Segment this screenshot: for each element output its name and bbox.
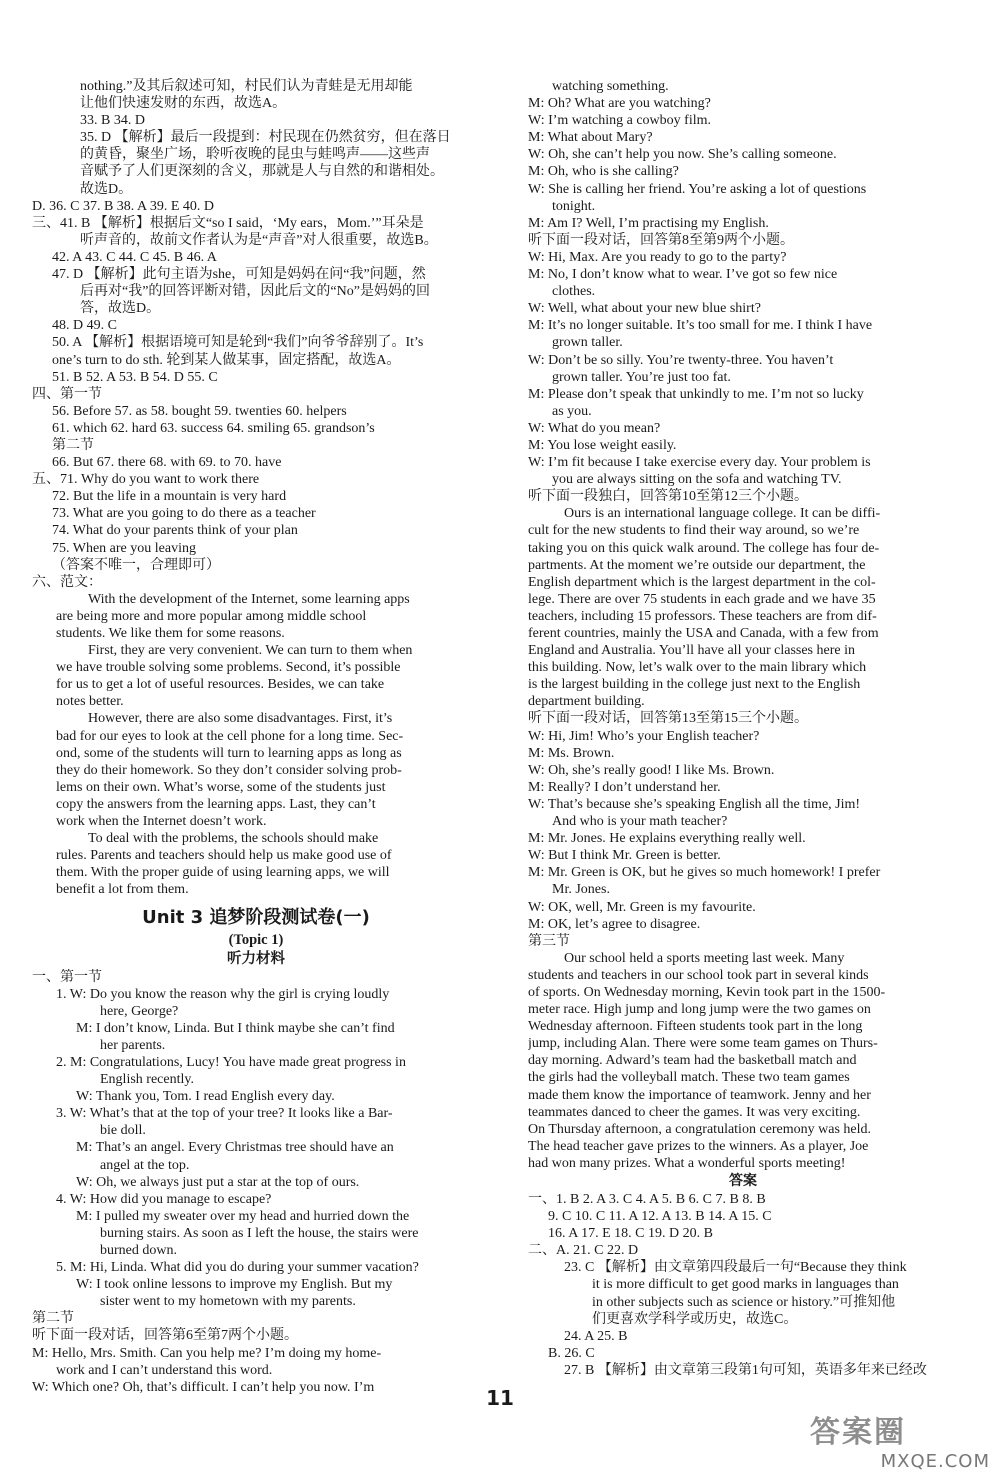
text-line: W: Which one? Oh, that’s difficult. I can’t help you now. I’m bbox=[32, 1379, 375, 1395]
text-line: them. With the proper guide of using learning apps, we will bbox=[56, 865, 390, 881]
text-line: you are always sitting on the sofa and watching TV. bbox=[552, 472, 842, 488]
text-line: 56. Before 57. as 58. bought 59. twenties 60. helpers bbox=[52, 403, 347, 419]
text-line: lege. There are over 75 students in each grade and we have 35 bbox=[528, 591, 876, 607]
text-line: 五、71. Why do you want to work there bbox=[32, 472, 260, 488]
text-line: 们更喜欢学科学或历史，故选C。 bbox=[592, 1311, 798, 1327]
text-line: grown taller. You’re just too fat. bbox=[552, 369, 731, 385]
text-line: W: Thank you, Tom. I read English every day. bbox=[76, 1089, 335, 1105]
text-line: lems on their own. What’s worse, some of the students just bbox=[56, 779, 386, 795]
text-line: 72. But the life in a mountain is very hard bbox=[52, 489, 287, 505]
text-line: W: Hi, Max. Are you ready to go to the party? bbox=[528, 249, 787, 265]
text-line: taking you on this quick walk around. The college has four de- bbox=[528, 540, 880, 556]
text-line: English department which is the largest department in the col- bbox=[528, 574, 876, 590]
text-line: M: What about Mary? bbox=[528, 130, 653, 146]
text-line: 二、A. 21. C 22. D bbox=[528, 1243, 639, 1259]
left-answers-block bbox=[32, 78, 480, 899]
right-transcript-block bbox=[528, 78, 958, 1172]
text-line: Ours is an international language college. It can be diffi- bbox=[564, 506, 881, 522]
text-line: And who is your math teacher? bbox=[552, 814, 728, 830]
text-line: M: Mr. Jones. He explains everything really well. bbox=[528, 831, 806, 847]
text-line: work and I can’t understand this word. bbox=[56, 1362, 273, 1378]
text-line: 50. A 【解析】根据语境可知是轮到“我们”向爷爷辞别了。It’s bbox=[52, 335, 424, 351]
text-line: cult for the new students to find their way around, so we’re bbox=[528, 523, 860, 539]
watermark bbox=[810, 1407, 990, 1472]
text-line: of sports. On Wednesday morning, Kevin took part in the 1500- bbox=[528, 984, 886, 1000]
text-line: teachers, including 15 professors. These teachers are from dif- bbox=[528, 608, 877, 624]
text-line: 听下面一段对话，回答第8至第9两个小题。 bbox=[528, 232, 794, 248]
text-line: ond, some of the students will turn to learning apps as long as bbox=[56, 745, 402, 761]
text-line: M: It’s no longer suitable. It’s too small for me. I think I have bbox=[528, 318, 873, 334]
text-line: 24. A 25. B bbox=[564, 1328, 628, 1344]
text-line: here, George? bbox=[100, 1003, 179, 1019]
text-line: 第二节 bbox=[32, 1311, 74, 1327]
text-line: W: I’m watching a cowboy film. bbox=[528, 113, 711, 129]
text-line: M: Oh? What are you watching? bbox=[528, 96, 711, 112]
text-line: jump, including Alan. There were some team games on Thurs- bbox=[528, 1036, 878, 1052]
text-line: 16. A 17. E 18. C 19. D 20. B bbox=[548, 1226, 713, 1242]
text-line: M: No, I don’t know what to wear. I’ve got so few nice bbox=[528, 267, 838, 283]
text-line: are being more and more popular among middle school bbox=[56, 608, 367, 624]
text-line: Mr. Jones. bbox=[552, 882, 610, 898]
text-line: However, there are also some disadvantages. First, it’s bbox=[88, 711, 393, 727]
text-line: sister went to my hometown with my parents. bbox=[100, 1294, 356, 1310]
answers-block bbox=[528, 1191, 958, 1379]
text-line: 的黄昏，聚坐广场，聆听夜晚的昆虫与蛙鸣声——这些声 bbox=[80, 147, 430, 163]
text-line: Our school held a sports meeting last week. Many bbox=[564, 950, 845, 966]
text-line: made them know the importance of teamwork. Jenny and her bbox=[528, 1087, 871, 1103]
text-line: copy the answers from the learning apps. Last, they can’t bbox=[56, 796, 376, 812]
text-line: in other subjects such as science or history.”可推知他 bbox=[592, 1294, 896, 1310]
text-line: M: You lose weight easily. bbox=[528, 437, 677, 453]
text-line: W: I’m fit because I take exercise every day. Your problem is bbox=[528, 455, 871, 471]
text-line: burned down. bbox=[100, 1243, 177, 1258]
text-line: English recently. bbox=[100, 1072, 194, 1088]
text-line: England and Australia. You’ll have all your classes here in bbox=[528, 643, 855, 659]
text-line: as you. bbox=[552, 403, 592, 419]
text-line: W: Hi, Jim! Who’s your English teacher? bbox=[528, 728, 760, 744]
text-line: M: Hello, Mrs. Smith. Can you help me? I’m doing my home- bbox=[32, 1345, 382, 1361]
listening-heading: 听力材料 bbox=[227, 950, 285, 967]
text-line: 音赋予了人们更深刻的含义，那就是人与自然的和谐相处。 bbox=[80, 164, 444, 180]
text-line: 听下面一段对话，回答第6至第7两个小题。 bbox=[32, 1328, 298, 1344]
text-line: 故选D。 bbox=[80, 181, 133, 197]
text-line: 75. When are you leaving bbox=[52, 540, 196, 556]
text-line: W: What do you mean? bbox=[528, 420, 661, 436]
text-line: With the development of the Internet, some learning apps bbox=[88, 591, 410, 607]
text-line: watching something. bbox=[552, 79, 669, 94]
text-line: 42. A 43. C 44. C 45. B 46. A bbox=[52, 249, 217, 265]
text-line: W: Don’t be so silly. You’re twenty-three. You haven’t bbox=[528, 352, 834, 368]
text-line: 9. C 10. C 11. A 12. A 13. B 14. A 15. C bbox=[548, 1209, 772, 1225]
text-line: 33. B 34. D bbox=[80, 113, 145, 129]
text-line: 51. B 52. A 53. B 54. D 55. C bbox=[52, 369, 218, 385]
text-line: First, they are very convenient. We can turn to them when bbox=[88, 643, 413, 659]
text-line: 61. which 62. hard 63. success 64. smiling 65. grandson’s bbox=[52, 420, 375, 436]
left-column bbox=[32, 78, 480, 1396]
text-line: grown taller. bbox=[552, 335, 623, 351]
text-line: M: Please don’t speak that unkindly to me. I’m not so lucky bbox=[528, 386, 864, 402]
text-line: day morning. Adward’s team had the basketball match and bbox=[528, 1053, 857, 1069]
text-line: work when the Internet doesn’t work. bbox=[56, 814, 267, 830]
text-line: 2. M: Congratulations, Lucy! You have made great progress in bbox=[56, 1054, 406, 1070]
text-line: bie doll. bbox=[100, 1123, 146, 1139]
text-line: W: I took online lessons to improve my English. But my bbox=[76, 1277, 393, 1293]
watermark-url: MXQE.COM bbox=[880, 1451, 990, 1472]
text-line: 1. W: Do you know the reason why the girl is crying loudly bbox=[56, 986, 390, 1002]
text-line: bad for our eyes to look at the cell phone for a long time. Sec- bbox=[56, 728, 404, 744]
text-line: W: Well, what about your new blue shirt? bbox=[528, 301, 761, 317]
text-line: department building. bbox=[528, 694, 645, 710]
text-line: W: She is calling her friend. You’re asking a lot of questions bbox=[528, 181, 867, 197]
text-line: B. 26. C bbox=[548, 1345, 595, 1361]
text-line: they do their homework. So they don’t consider solving prob- bbox=[56, 762, 402, 778]
text-line: 73. What are you going to do there as a teacher bbox=[52, 506, 316, 522]
text-line: for us to get a lot of useful resources. Besides, we can take bbox=[56, 677, 385, 693]
text-line: this building. Now, let’s walk over to the main library which bbox=[528, 660, 867, 676]
text-line: 5. M: Hi, Linda. What did you do during your summer vacation? bbox=[56, 1260, 419, 1276]
text-line: notes better. bbox=[56, 694, 124, 710]
text-line: M: Am I? Well, I’m practising my English. bbox=[528, 215, 769, 231]
text-line: W: Oh, she can’t help you now. She’s calling someone. bbox=[528, 147, 837, 163]
text-line: is the largest building in the college just next to the English bbox=[528, 677, 861, 693]
watermark-logo: 答案圈 bbox=[810, 1415, 906, 1450]
text-line: angel at the top. bbox=[100, 1157, 190, 1173]
text-line: 一、1. B 2. A 3. C 4. A 5. B 6. C 7. B 8. B bbox=[528, 1192, 766, 1207]
page-number: 11 bbox=[486, 1386, 514, 1410]
text-line: M: Mr. Green is OK, but he gives so much homework! I prefer bbox=[528, 865, 881, 881]
text-line: 四、第一节 bbox=[32, 386, 102, 402]
text-line: To deal with the problems, the schools should make bbox=[88, 831, 379, 847]
text-line: burning stairs. As soon as I left the house, the stairs were bbox=[100, 1225, 419, 1241]
text-line: 三、41. B 【解析】根据后文“so I said，‘My ears，Mom.’”耳朵是 bbox=[32, 215, 424, 231]
text-line: her parents. bbox=[100, 1037, 166, 1053]
text-line: students. We like them for some reasons. bbox=[56, 626, 285, 641]
answers-heading: 答案 bbox=[729, 1174, 757, 1189]
text-line: 23. C 【解析】由文章第四段最后一句“Because they think bbox=[564, 1260, 907, 1276]
text-line: one’s turn to do sth. 轮到某人做某事，固定搭配，故选A。 bbox=[52, 352, 401, 368]
text-line: 66. But 67. there 68. with 69. to 70. have bbox=[52, 455, 282, 471]
text-line: tonight. bbox=[552, 198, 596, 214]
text-line: the girls had the volleyball match. These two team games bbox=[528, 1070, 850, 1086]
unit-heading: Unit 3 追梦阶段测试卷(一) bbox=[142, 906, 370, 928]
text-line: M: Oh, who is she calling? bbox=[528, 164, 679, 180]
text-line: ferent countries, mainly the USA and Canada, with a few from bbox=[528, 626, 879, 641]
text-line: students and teachers in our school took part in several kinds bbox=[528, 967, 869, 983]
text-line: W: Oh, she’s really good! I like Ms. Brown. bbox=[528, 762, 775, 778]
text-line: W: But I think Mr. Green is better. bbox=[528, 848, 721, 864]
text-line: M: I don’t know, Linda. But I think maybe she can’t find bbox=[76, 1020, 395, 1036]
text-line: we have trouble solving some problems. Second, it’s possible bbox=[56, 660, 401, 676]
text-line: 35. D 【解析】最后一段提到：村民现在仍然贫穷，但在落日 bbox=[80, 130, 451, 146]
text-line: 47. D 【解析】此句主语为she，可知是妈妈在问“我”问题，然 bbox=[52, 267, 426, 283]
text-line: 第二节 bbox=[52, 437, 94, 453]
text-line: （答案不唯一，合理即可） bbox=[52, 557, 220, 573]
text-line: it is more difficult to get good marks in languages than bbox=[592, 1277, 899, 1293]
text-line: 让他们快速发财的东西，故选A。 bbox=[80, 96, 287, 112]
text-line: D. 36. C 37. B 38. A 39. E 40. D bbox=[32, 198, 215, 214]
text-line: 48. D 49. C bbox=[52, 318, 117, 334]
text-line: M: That’s an angel. Every Christmas tree should have an bbox=[76, 1140, 394, 1156]
text-line: W: That’s because she’s speaking English all the time, Jim! bbox=[528, 796, 861, 812]
text-line: M: OK, let’s agree to disagree. bbox=[528, 916, 701, 932]
text-line: 第三节 bbox=[528, 933, 570, 949]
topic-heading: (Topic 1) bbox=[228, 931, 284, 948]
text-line: The head teacher gave prizes to the winners. As a player, Joe bbox=[528, 1138, 869, 1154]
text-line: 74. What do your parents think of your plan bbox=[52, 523, 298, 539]
text-line: M: Ms. Brown. bbox=[528, 745, 615, 761]
listening-transcript-block bbox=[32, 969, 480, 1396]
text-line: M: Really? I don’t understand her. bbox=[528, 779, 721, 795]
text-line: 一、第一节 bbox=[32, 969, 102, 985]
text-line: 4. W: How did you manage to escape? bbox=[56, 1191, 272, 1207]
text-line: 后再对“我”的回答评断对错，因此后文的“No”是妈妈的回 bbox=[80, 284, 430, 300]
text-line: 听下面一段对话，回答第13至第15三个小题。 bbox=[528, 711, 808, 727]
text-line: 3. W: What’s that at the top of your tree? It looks like a Bar- bbox=[56, 1106, 393, 1122]
text-line: clothes. bbox=[552, 284, 596, 300]
text-line: nothing.”及其后叙述可知，村民们认为青蛙是无用却能 bbox=[80, 79, 413, 94]
text-line: M: I pulled my sweater over my head and hurried down the bbox=[76, 1208, 410, 1224]
text-line: meter race. High jump and long jump were the two games on bbox=[528, 1002, 871, 1018]
text-line: Wednesday afternoon. Fifteen students took part in the long bbox=[528, 1019, 863, 1035]
text-line: On Thursday afternoon, a congratulation ceremony was held. bbox=[528, 1121, 872, 1137]
text-line: partments. At the moment we’re outside our department, the bbox=[528, 557, 866, 573]
text-line: 六、范文： bbox=[32, 574, 102, 590]
text-line: rules. Parents and teachers should help us make good use of bbox=[56, 848, 392, 864]
text-line: benefit a lot from them. bbox=[56, 882, 189, 898]
text-line: 听声音的，故前文作者认为是“声音”对人很重要，故选B。 bbox=[80, 232, 438, 248]
text-line: had won many prizes. What a wonderful sports meeting! bbox=[528, 1155, 846, 1171]
text-line: 听下面一段独白，回答第10至第12三个小题。 bbox=[528, 489, 808, 505]
text-line: W: Oh, we always just put a star at the top of ours. bbox=[76, 1174, 360, 1190]
text-line: W: OK, well, Mr. Green is my favourite. bbox=[528, 899, 756, 915]
text-line: teammates danced to cheer the games. It was very exciting. bbox=[528, 1104, 861, 1120]
text-line: 答，故选D。 bbox=[80, 301, 161, 317]
text-line: 27. B 【解析】由文章第三段第1句可知，英语多年来已经改 bbox=[564, 1362, 927, 1378]
right-column bbox=[528, 78, 958, 1379]
